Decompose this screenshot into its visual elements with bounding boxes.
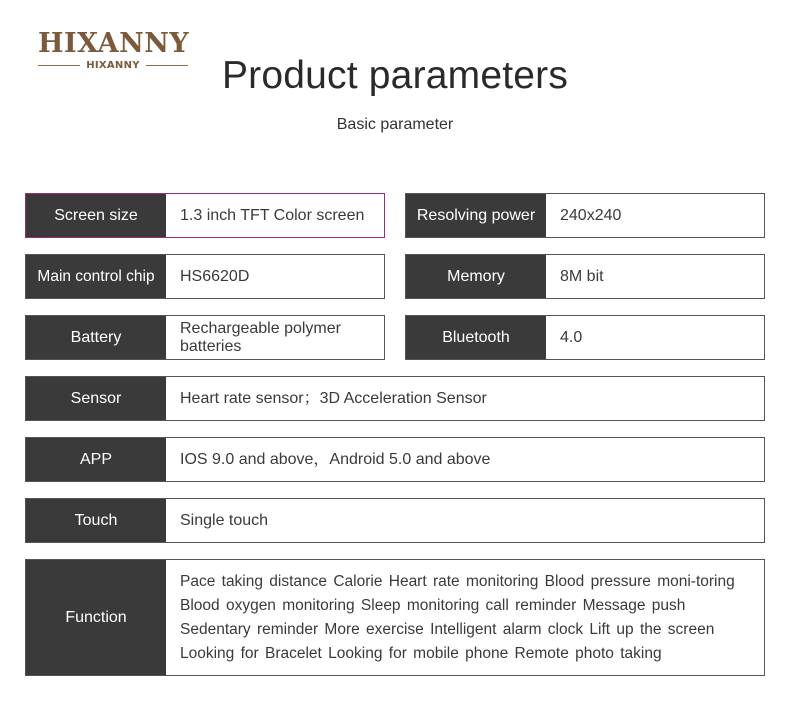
param-battery — [25, 315, 385, 360]
param-value: Rechargeable polymer batteries — [180, 319, 341, 355]
param-sensor — [25, 376, 765, 421]
param-value: 8M bit — [560, 267, 604, 285]
param-label: Main control chip — [26, 255, 166, 298]
param-function — [25, 559, 765, 676]
param-memory — [405, 254, 765, 299]
param-label: Resolving power — [406, 194, 546, 237]
param-bluetooth — [405, 315, 765, 360]
param-value: HS6620D — [180, 267, 250, 285]
page-subtitle: Basic parameter — [336, 116, 454, 133]
param-resolving-power — [405, 193, 765, 238]
param-label: APP — [26, 438, 166, 481]
param-value: 4.0 — [560, 328, 583, 346]
param-label: Bluetooth — [406, 316, 546, 359]
param-value: 240x240 — [560, 206, 622, 224]
param-label: Memory — [406, 255, 546, 298]
param-main-control-chip — [25, 254, 385, 299]
param-label: Sensor — [26, 377, 166, 420]
param-app — [25, 437, 765, 482]
brand-name: HIXANNY — [38, 28, 190, 59]
page-title: Product parameters — [221, 54, 569, 97]
param-value: Heart rate sensor；3D Acceleration Sensor — [180, 389, 487, 407]
brand-sub-name: HIXANNY — [86, 60, 140, 71]
param-value: 1.3 inch TFT Color screen — [180, 206, 365, 224]
param-value: Single touch — [180, 511, 269, 529]
param-label: Battery — [26, 316, 166, 359]
param-value: IOS 9.0 and above，Android 5.0 and above — [180, 450, 491, 468]
param-value: Pace taking distance Calorie Heart rate monitoring Blood pressure moni-toring Blood oxygen monitoring Sleep monitoring call reminder Message push Sedentary reminder More exercise Intelligent alarm clock Lift up the screen Looking for Bracelet Looking for mobile phone Remote photo taking — [180, 572, 735, 662]
param-screen-size — [25, 193, 385, 238]
param-touch — [25, 498, 765, 543]
param-label: Screen size — [26, 194, 166, 237]
param-label: Function — [26, 560, 166, 675]
param-label: Touch — [26, 499, 166, 542]
